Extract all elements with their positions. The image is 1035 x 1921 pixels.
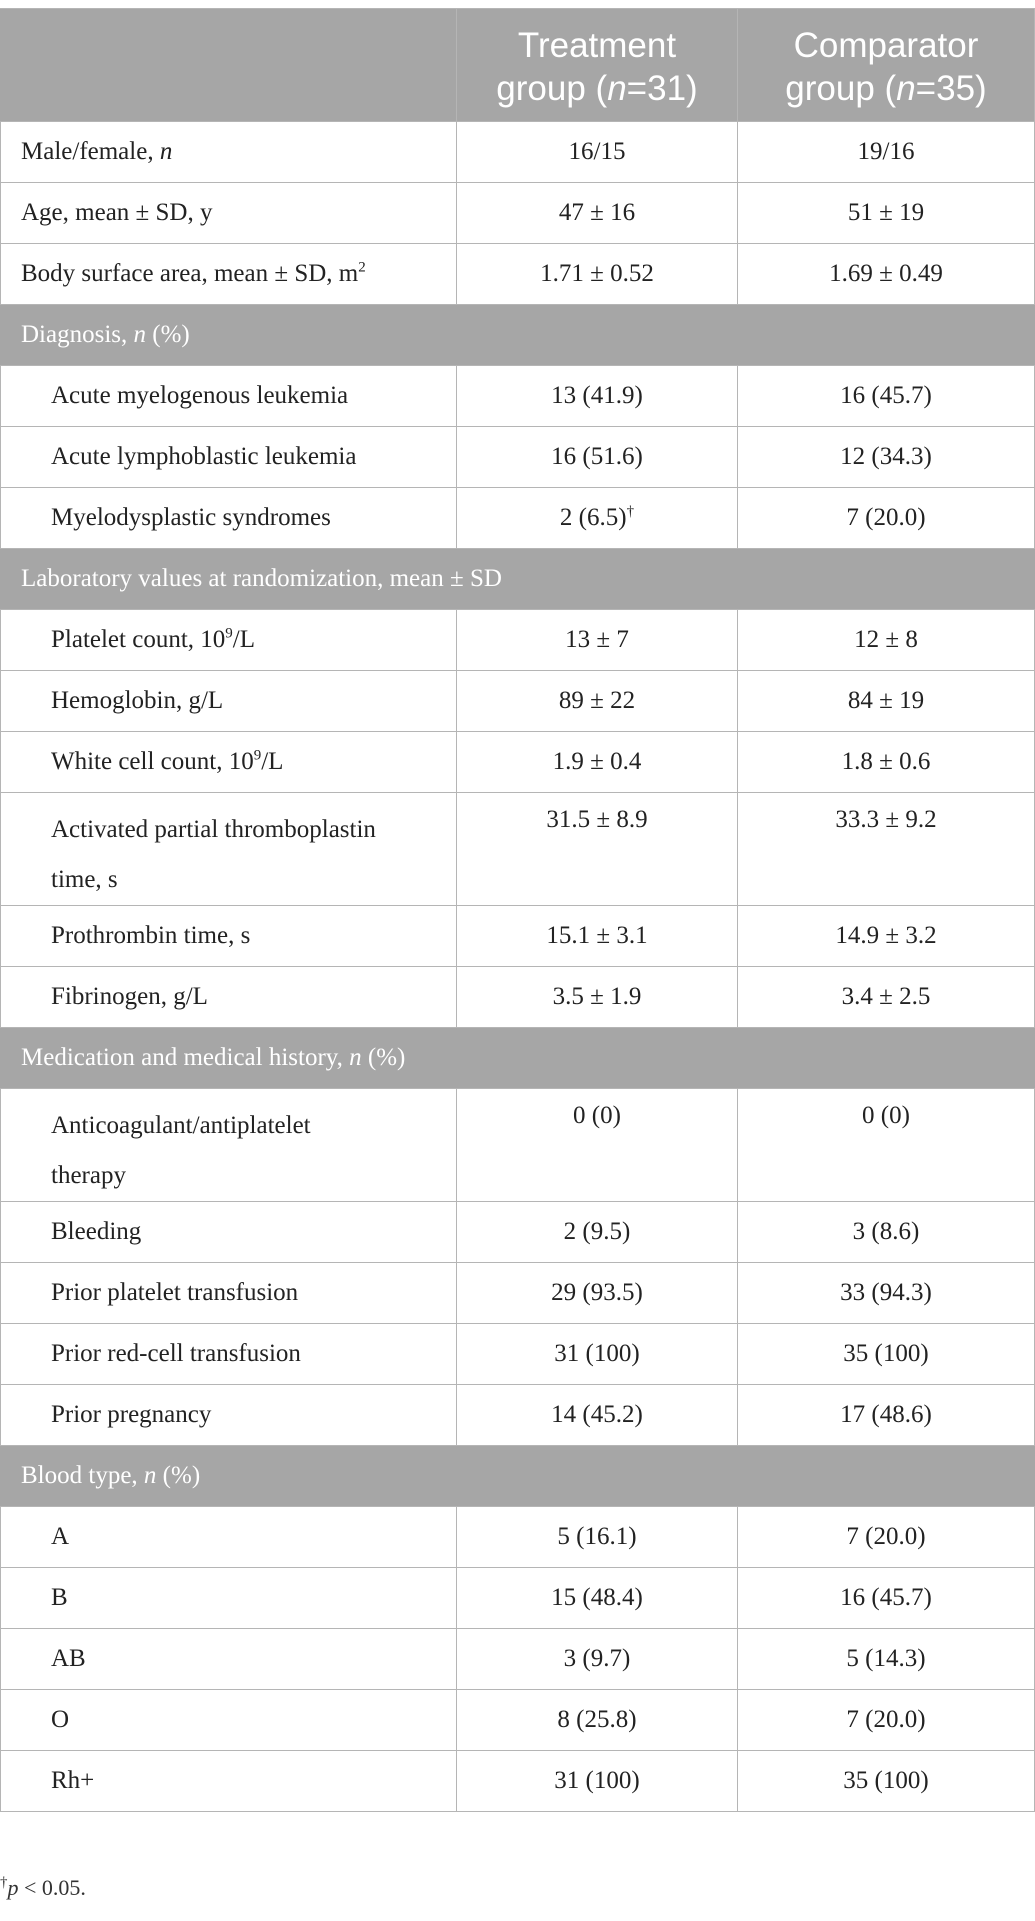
comparator-value: 35 (100) [738,1324,1035,1385]
row-label [1,793,457,906]
comparator-value: 7 (20.0) [738,488,1035,549]
bsa-label-text: Body surface area, mean ± SD, m [21,260,359,287]
treatment-value: 8 (25.8) [457,1690,738,1751]
table-row [1,1751,1035,1812]
header-treatment-line2-post: =31) [626,69,698,108]
treatment-value: 1.9 ± 0.4 [457,732,738,793]
aptt-label-line1: Activated partial thromboplastin [51,816,376,843]
treatment-value: 14 (45.2) [457,1385,738,1446]
row-label [1,1089,457,1202]
table-row-hemoglobin [1,671,1035,732]
anticoag-comparator: 0 (0) [862,1102,910,1129]
section-label: Laboratory values at randomization, mean ± SD [1,549,1035,610]
treatment-value: 16/15 [457,122,738,183]
wbc-label-sup: 9 [253,747,262,764]
table-row-pt [1,906,1035,967]
row-label [1,244,457,305]
table-row-fibrinogen [1,967,1035,1028]
baseline-characteristics-table [0,8,1035,1812]
blood-section-post: (%) [156,1462,201,1489]
table-row [1,366,1035,427]
comparator-value: 19/16 [738,122,1035,183]
treatment-value [457,1089,738,1202]
header-treatment-n: n [607,69,627,108]
table-footnote [0,1875,86,1901]
header-comparator-group [738,9,1035,122]
row-label: Prior platelet transfusion [1,1263,457,1324]
row-label: Myelodysplastic syndromes [1,488,457,549]
row-label: B [1,1568,457,1629]
sex-label-n: n [159,138,173,165]
comparator-value: 35 (100) [738,1751,1035,1812]
footnote-dagger: † [0,1874,8,1891]
comparator-value: 1.8 ± 0.6 [738,732,1035,793]
treatment-value: 13 ± 7 [457,610,738,671]
row-label: Prior red-cell transfusion [1,1324,457,1385]
comparator-value: 84 ± 19 [738,671,1035,732]
row-label: Acute lymphoblastic leukemia [1,427,457,488]
comparator-value: 14.9 ± 3.2 [738,906,1035,967]
row-label: Rh+ [1,1751,457,1812]
platelet-label-sup: 9 [225,625,233,642]
anticoag-label-line1: Anticoagulant/antiplatelet [51,1112,311,1139]
header-treatment-line2-pre: group ( [496,69,608,108]
table-row [1,488,1035,549]
treatment-value: 1.71 ± 0.52 [457,244,738,305]
comparator-value: 51 ± 19 [738,183,1035,244]
comparator-value: 1.69 ± 0.49 [738,244,1035,305]
wbc-label-pre: White cell count, 10 [51,748,254,775]
section-row-lab-values [1,549,1035,610]
treatment-value: 16 (51.6) [457,427,738,488]
table-row [1,1629,1035,1690]
table-row-age [1,183,1035,244]
table-row [1,1690,1035,1751]
blood-section-pre: Blood type, [21,1462,144,1489]
treatment-value: 89 ± 22 [457,671,738,732]
row-label [1,732,457,793]
header-comparator-line1: Comparator [793,26,979,65]
treatment-value: 31 (100) [457,1751,738,1812]
row-label: Prothrombin time, s [1,906,457,967]
treatment-value: 15 (48.4) [457,1568,738,1629]
comparator-value: 7 (20.0) [738,1507,1035,1568]
header-treatment-group [457,9,738,122]
treatment-value: 3 (9.7) [457,1629,738,1690]
section-row-diagnosis [1,305,1035,366]
section-label [1,1028,1035,1089]
header-empty-cell [1,9,457,122]
row-label [1,610,457,671]
header-comparator-line2-post: =35) [915,69,987,108]
significance-dagger: † [626,503,635,520]
diagnosis-section-post: (%) [146,321,190,348]
mds-treatment-text: 2 (6.5) [559,504,627,531]
treatment-value: 31 (100) [457,1324,738,1385]
treatment-value: 15.1 ± 3.1 [457,906,738,967]
table-row [1,1568,1035,1629]
row-label: AB [1,1629,457,1690]
sex-label-text: Male/female, [21,138,160,165]
comparator-value [738,1089,1035,1202]
footnote-text: < 0.05. [18,1875,86,1900]
table-row-wbc [1,732,1035,793]
header-treatment-line1: Treatment [517,26,677,65]
table-row-bleeding [1,1202,1035,1263]
section-label [1,1446,1035,1507]
blood-section-n: n [143,1462,157,1489]
anticoag-treatment: 0 (0) [573,1102,621,1129]
section-row-medication [1,1028,1035,1089]
table-row [1,1507,1035,1568]
diagnosis-section-n: n [133,321,146,348]
row-label: Fibrinogen, g/L [1,967,457,1028]
medication-section-n: n [349,1044,362,1071]
aptt-treatment: 31.5 ± 8.9 [546,806,648,833]
aptt-label-line2: time, s [51,866,118,893]
diagnosis-section-pre: Diagnosis, [21,321,134,348]
treatment-value: 3.5 ± 1.9 [457,967,738,1028]
row-label: Prior pregnancy [1,1385,457,1446]
section-label [1,305,1035,366]
table-row-redcell-transfusion [1,1324,1035,1385]
comparator-value: 3.4 ± 2.5 [738,967,1035,1028]
comparator-value: 16 (45.7) [738,366,1035,427]
wbc-label-post: /L [261,748,284,775]
header-comparator-line2-pre: group ( [785,69,897,108]
comparator-value: 5 (14.3) [738,1629,1035,1690]
table-row-pregnancy [1,1385,1035,1446]
footnote-p: p [7,1875,19,1900]
row-label: O [1,1690,457,1751]
table-row-sex [1,122,1035,183]
row-label [1,122,457,183]
row-label: Hemoglobin, g/L [1,671,457,732]
treatment-value: 2 (9.5) [457,1202,738,1263]
medication-section-pre: Medication and medical history, [21,1044,350,1071]
comparator-value: 12 (34.3) [738,427,1035,488]
treatment-value [457,488,738,549]
treatment-value: 47 ± 16 [457,183,738,244]
section-row-blood-type [1,1446,1035,1507]
treatment-value: 5 (16.1) [457,1507,738,1568]
comparator-value: 7 (20.0) [738,1690,1035,1751]
table-row-bsa [1,244,1035,305]
table-row-aptt [1,793,1035,906]
treatment-value: 29 (93.5) [457,1263,738,1324]
bsa-label-sup: 2 [358,259,366,276]
table-row-platelet [1,610,1035,671]
table-header-row [1,9,1035,122]
platelet-label-post: /L [232,626,255,653]
header-comparator-n: n [896,69,916,108]
comparator-value: 3 (8.6) [738,1202,1035,1263]
table-row [1,427,1035,488]
treatment-value [457,793,738,906]
table-row-anticoagulant [1,1089,1035,1202]
table-row-platelet-transfusion [1,1263,1035,1324]
comparator-value: 16 (45.7) [738,1568,1035,1629]
treatment-value: 13 (41.9) [457,366,738,427]
medication-section-post: (%) [361,1044,406,1071]
row-label: Acute myelogenous leukemia [1,366,457,427]
row-label: Age, mean ± SD, y [1,183,457,244]
comparator-value: 12 ± 8 [738,610,1035,671]
platelet-label-pre: Platelet count, 10 [51,626,226,653]
comparator-value: 33 (94.3) [738,1263,1035,1324]
comparator-value: 17 (48.6) [738,1385,1035,1446]
aptt-comparator: 33.3 ± 9.2 [835,806,937,833]
row-label: Bleeding [1,1202,457,1263]
row-label: A [1,1507,457,1568]
anticoag-label-line2: therapy [51,1162,126,1189]
comparator-value [738,793,1035,906]
